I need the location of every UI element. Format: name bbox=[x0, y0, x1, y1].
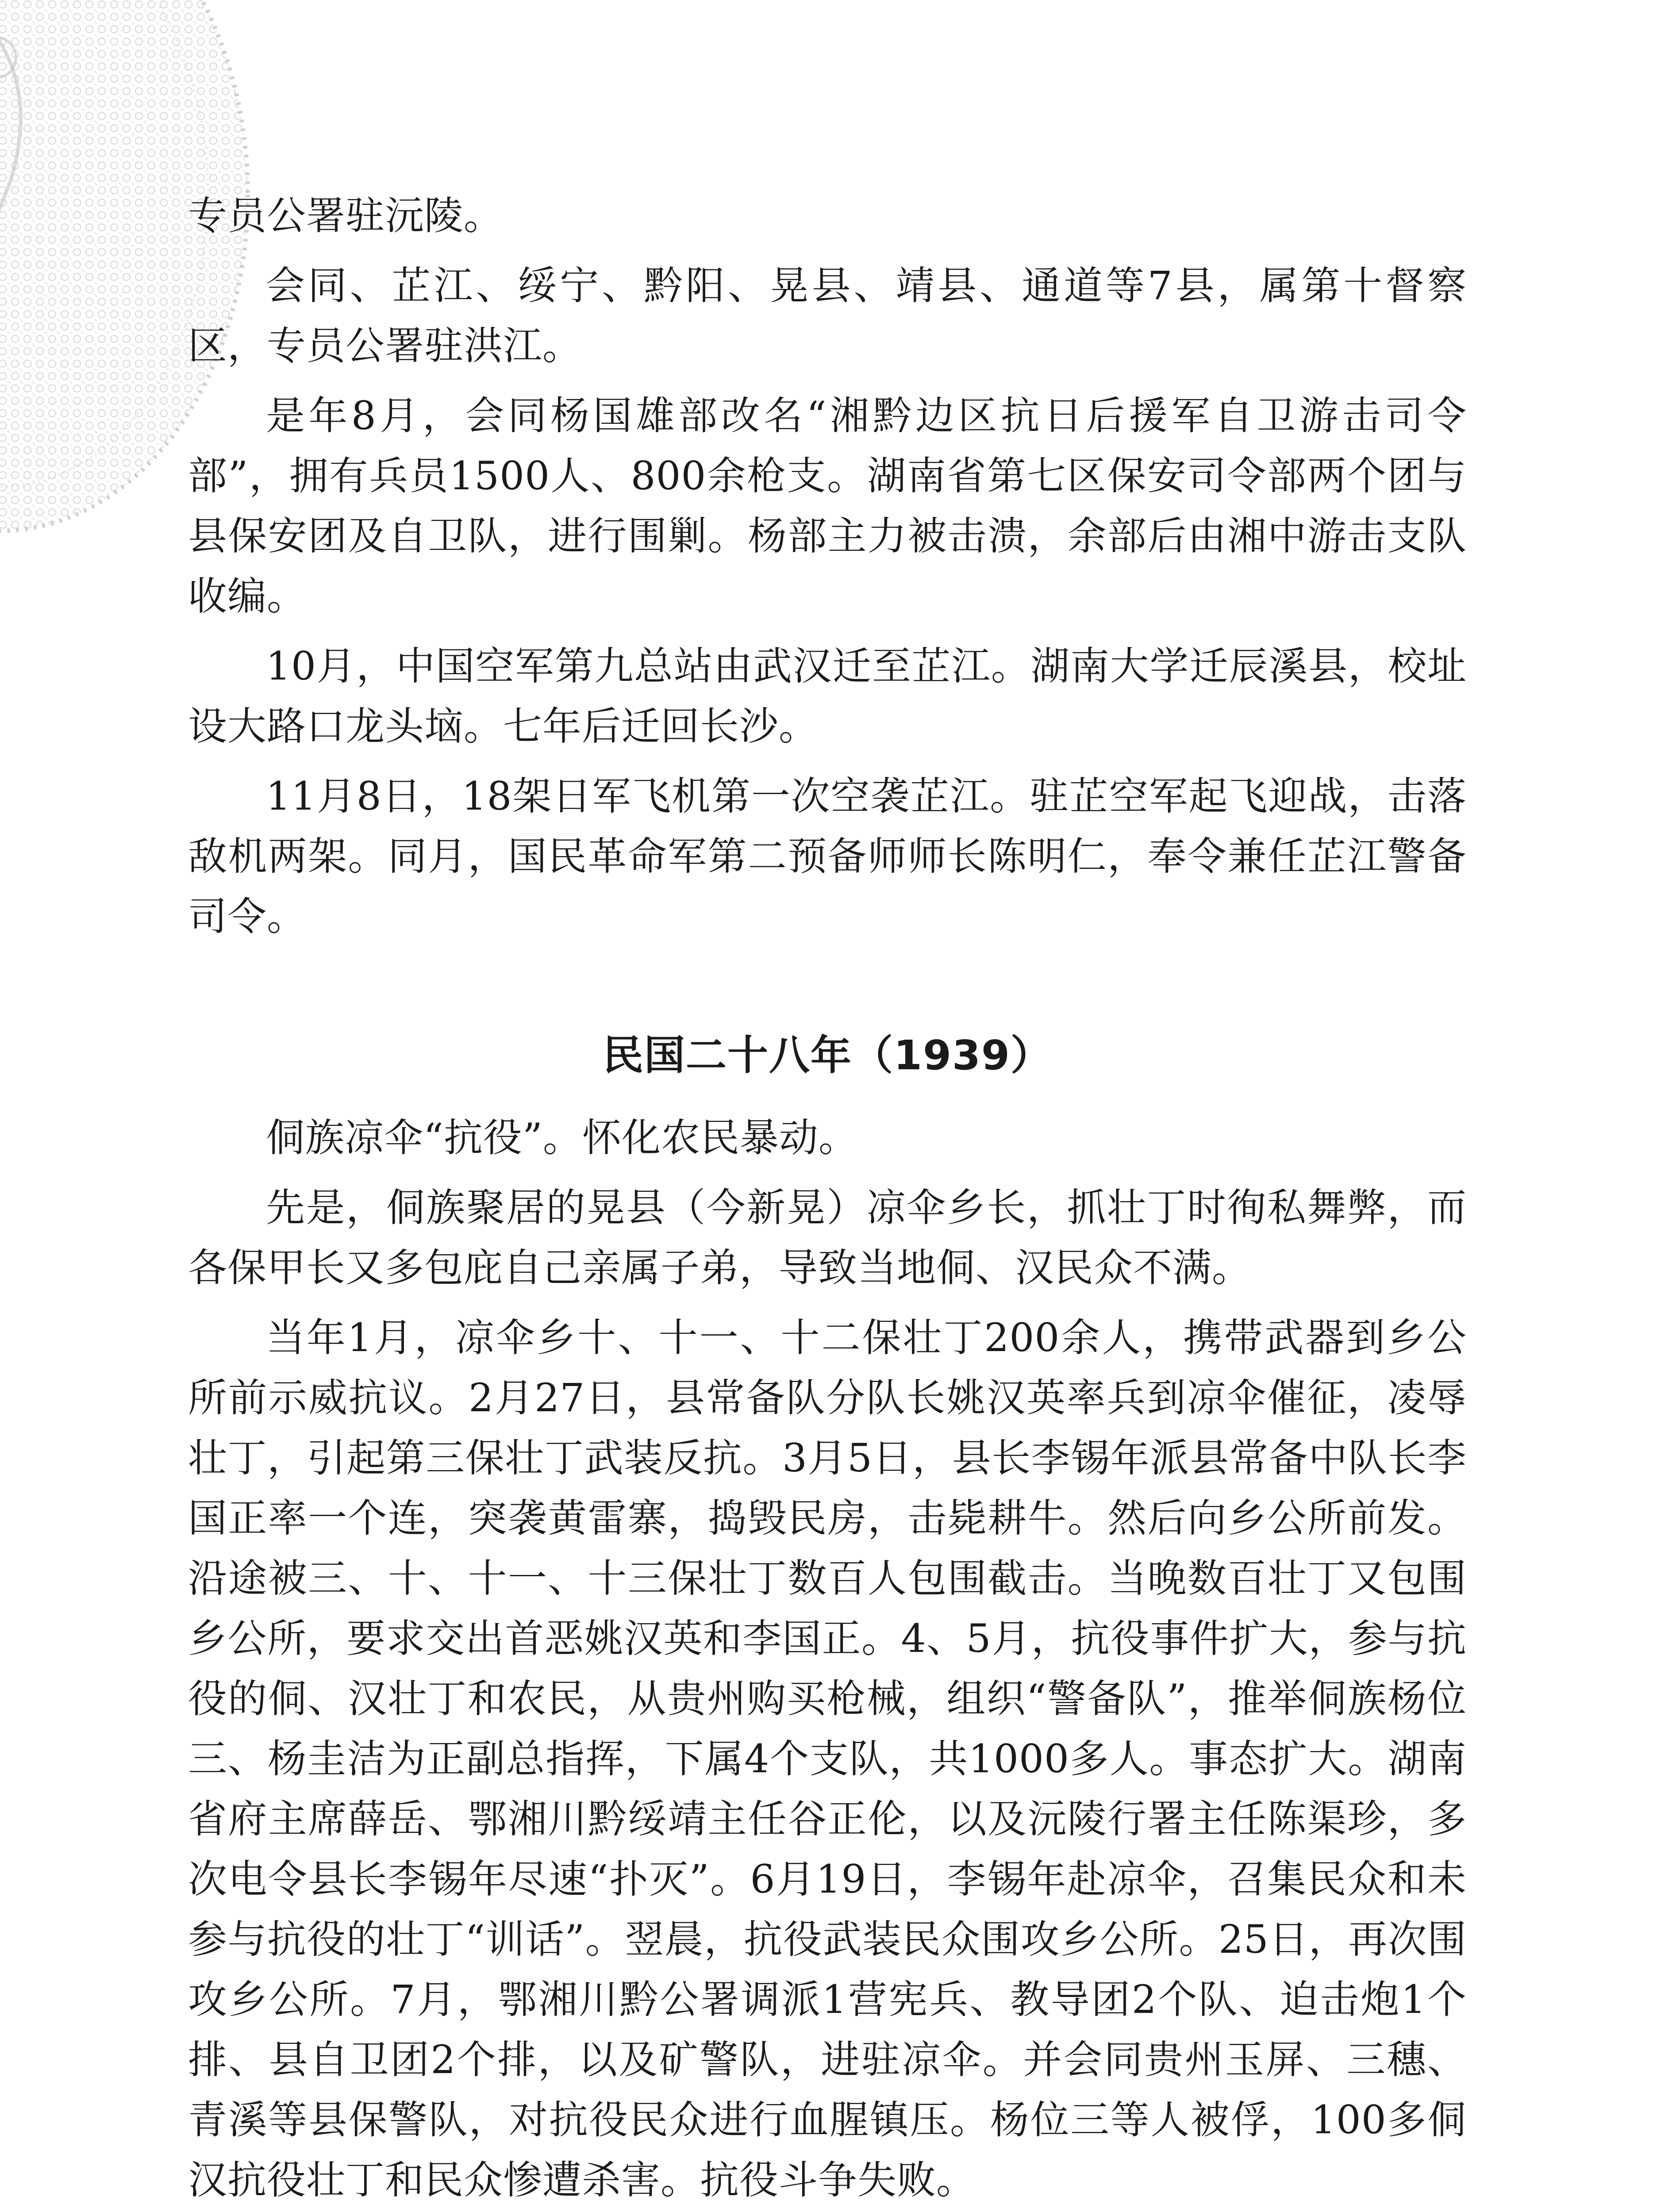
paragraph: 是年8月，会同杨国雄部改名“湘黔边区抗日后援军自卫游击司令部”，拥有兵员1500人、800余枪支。湖南省第七区保安司令部两个团与县保安团及自卫队，进行围剿。杨部主力被击溃，余部后由湘中游击支队收编。 bbox=[188, 393, 1467, 619]
paragraph: 先是，侗族聚居的晃县（今新晃）凉伞乡长，抓壮丁时徇私舞弊，而各保甲长又多包庇自己亲属子弟，导致当地侗、汉民众不满。 bbox=[188, 1185, 1467, 1290]
paragraph: 侗族凉伞“抗役”。怀化农民暴动。 bbox=[266, 1115, 858, 1160]
paragraph: 会同、芷江、绥宁、黔阳、晃县、靖县、通道等7县，属第十督察区，专员公署驻洪江。 bbox=[188, 263, 1467, 369]
paragraph: 当年1月，凉伞乡十、十一、十二保壮丁200余人，携带武器到乡公所前示威抗议。2月27日，县常备队分队长姚汉英率兵到凉伞催征，凌辱壮丁，引起第三保壮丁武装反抗。3月5日，县长李锡年派县常备中队长李国正率一个连，突袭黄雷寨，捣毁民房，击毙耕牛。然后向乡公所前发。沿途被三、十、十一、十三保壮丁数百人包围截击。当晚数百壮丁又包围乡公所，要求交出首恶姚汉英和李国正。4、5月，抗役事件扩大，参与抗役的侗、汉壮丁和农民，从贵州购买枪械，组织“警备队”，推举侗族杨位三、杨圭洁为正副总指挥，下属4个支队，共1000多人。事态扩大。湖南省府主席薛岳、鄂湘川黔绥靖主任谷正伦，以及沅陵行署主任陈渠珍，多次电令县长李锡年尽速“扑灭”。6月19日，李锡年赴凉伞，召集民众和未参与抗役的壮丁“训话”。翌晨，抗役武装民众围攻乡公所。25日，再次围攻乡公所。7月，鄂湘川黔公署调派1营宪兵、教导团2个队、迫击炮1个排、县自卫团2个排，以及矿警队，进驻凉伞。并会同贵州玉屏、三穗、青溪等县保警队，对抗役民众进行血腥镇压。杨位三等人被俘，100多侗汉抗役壮丁和民众惨遭杀害。抗役斗争失败。 bbox=[188, 1315, 1467, 2203]
page-content bbox=[188, 186, 1467, 2212]
paragraph: 11月8日，18架日军飞机第一次空袭芷江。驻芷空军起飞迎战，击落敌机两架。同月，国民革命军第二预备师师长陈明仁，奉令兼任芷江警备司令。 bbox=[188, 773, 1467, 939]
paragraph: 专员公署驻沅陵。 bbox=[188, 193, 504, 238]
section-title: 民国二十八年（1939） bbox=[602, 1032, 1053, 1079]
paragraph: 10月，中国空军第九总站由武汉迁至芷江。湖南大学迁辰溪县，校址设大路口龙头垴。七年后迁回长沙。 bbox=[188, 643, 1467, 749]
